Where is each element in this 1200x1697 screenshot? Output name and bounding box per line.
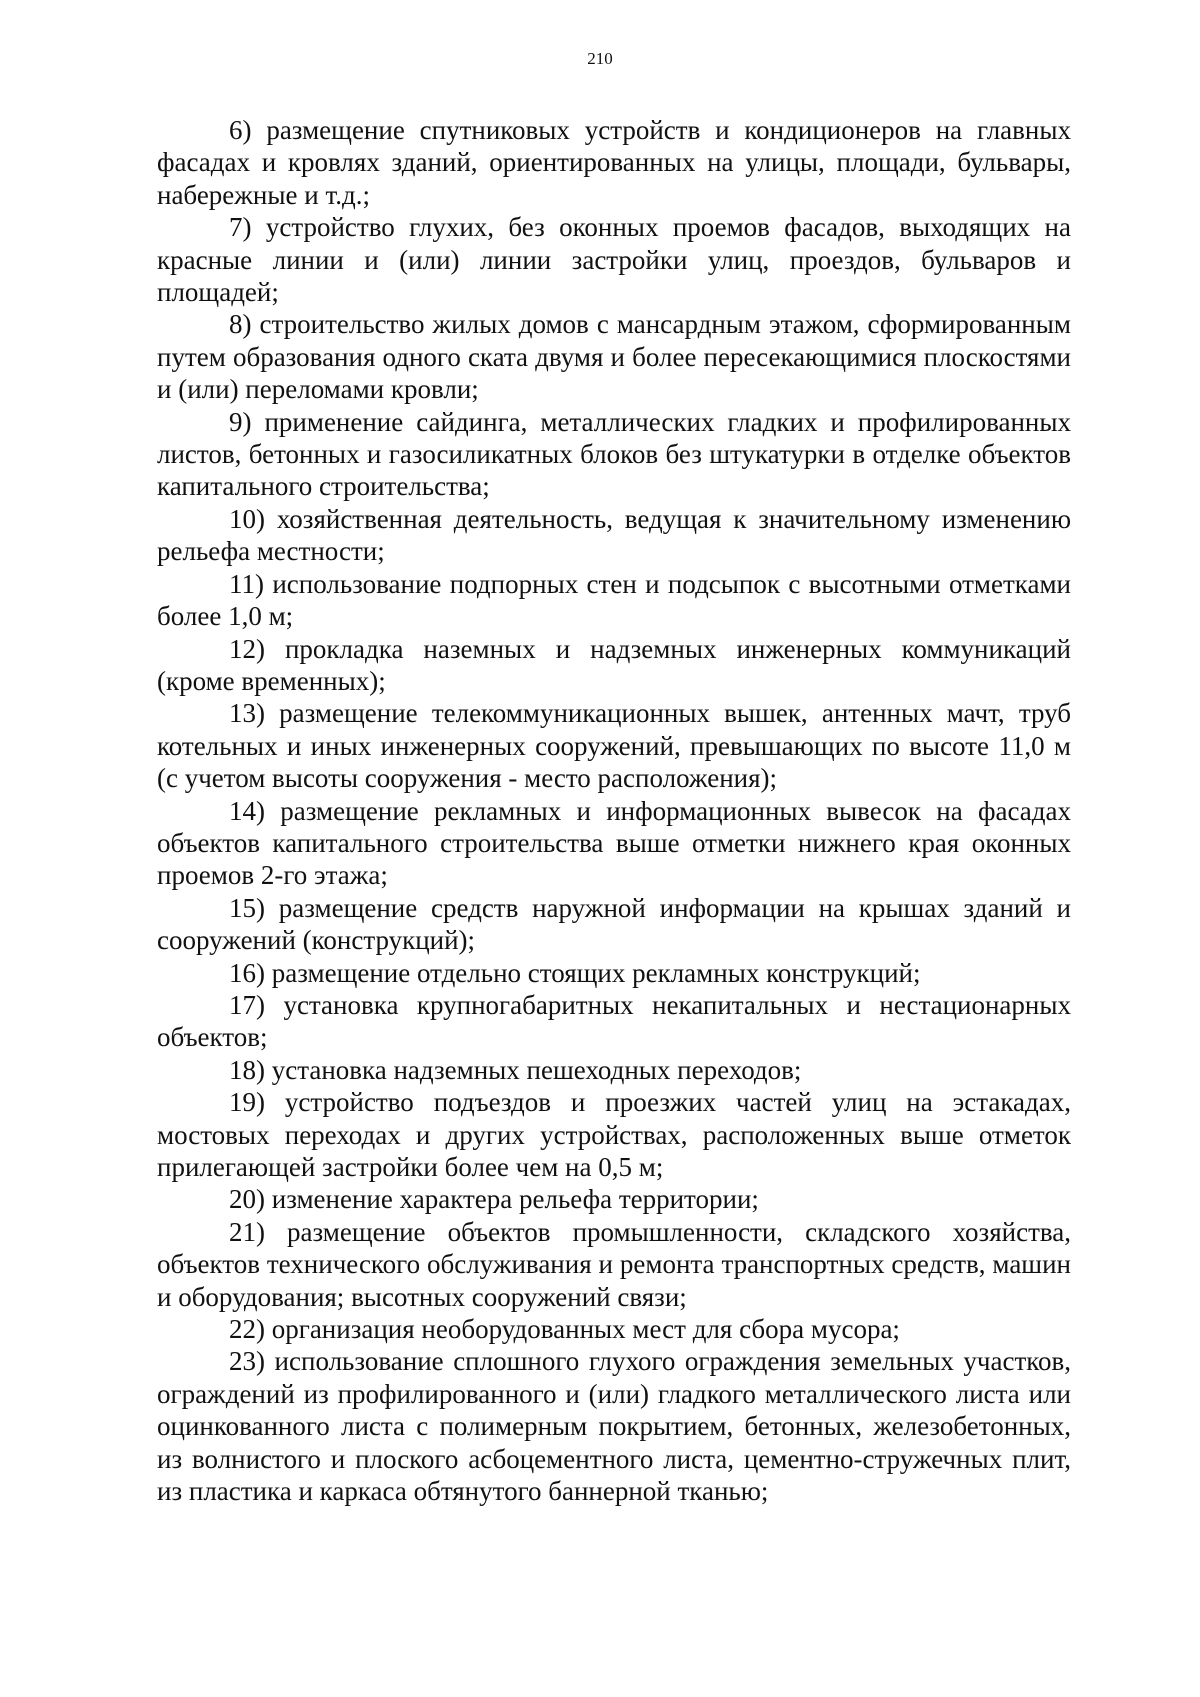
list-item: 19) устройство подъездов и проезжих частей улиц на эстакадах, мостовых переходах и других устройствах, расположенных выше отметок прилегающей застройки более чем на 0,5 м;: [157, 1087, 1071, 1182]
list-item: 15) размещение средств наружной информации на крышах зданий и сооружений (конструкций);: [157, 892, 1071, 956]
restrictions-list: [157, 114, 1071, 1507]
list-item: 11) использование подпорных стен и подсыпок с высотными отметками более 1,0 м;: [157, 568, 1071, 632]
list-item: 12) прокладка наземных и надземных инженерных коммуникаций (кроме временных);: [157, 633, 1071, 696]
list-item: 9) применение сайдинга, металлических гладких и профилированных листов, бетонных и газосиликатных блоков без штукатурки в отделке объектов капитального строительства;: [157, 406, 1071, 502]
list-item: 20) изменение характера рельефа территории;: [229, 1184, 759, 1215]
list-item: 10) хозяйственная деятельность, ведущая к значительному изменению рельефа местности;: [157, 503, 1071, 567]
list-item: 17) установка крупногабаритных некапитальных и нестационарных объектов;: [157, 989, 1071, 1053]
list-item: 18) установка надземных пешеходных переходов;: [229, 1054, 802, 1085]
list-item: 6) размещение спутниковых устройств и кондиционеров на главных фасадах и кровлях зданий, ориентированных на улицы, площади, бульвары, набережные и т.д.;: [157, 115, 1071, 210]
list-item: 16) размещение отдельно стоящих рекламных конструкций;: [229, 957, 921, 988]
list-item: 7) устройство глухих, без оконных проемов фасадов, выходящих на красные линии и (или) линии застройки улиц, проездов, бульваров и площадей;: [157, 212, 1071, 308]
list-item: 23) использование сплошного глухого ограждения земельных участков, ограждений из профилированного и (или) гладкого металлического листа или оцинкованного листа с полимерным покрытием, бетонных, железобетонных, из волнистого и плоского асбоцементного листа, цементно-стружечных плит, из пластика и каркаса обтянутого баннерной тканью;: [157, 1346, 1071, 1507]
list-item: 22) организация необорудованных мест для сбора мусора;: [229, 1314, 900, 1345]
list-item: 13) размещение телекоммуникационных вышек, антенных мачт, труб котельных и иных инженерных сооружений, превышающих по высоте 11,0 м (с учетом высоты сооружения - место расположения);: [157, 698, 1071, 794]
list-item: 8) строительство жилых домов с мансардным этажом, сформированным путем образования одного ската двумя и более пересекающимися плоскостями и (или) переломами кровли;: [157, 309, 1071, 405]
page-number: 210: [587, 49, 613, 68]
list-item: 14) размещение рекламных и информационных вывесок на фасадах объектов капитального строительства выше отметки нижнего края оконных проемов 2-го этажа;: [157, 795, 1071, 891]
list-item: 21) размещение объектов промышленности, складского хозяйства, объектов технического обслуживания и ремонта транспортных средств, машин и оборудования; высотных сооружений связи;: [157, 1216, 1071, 1312]
